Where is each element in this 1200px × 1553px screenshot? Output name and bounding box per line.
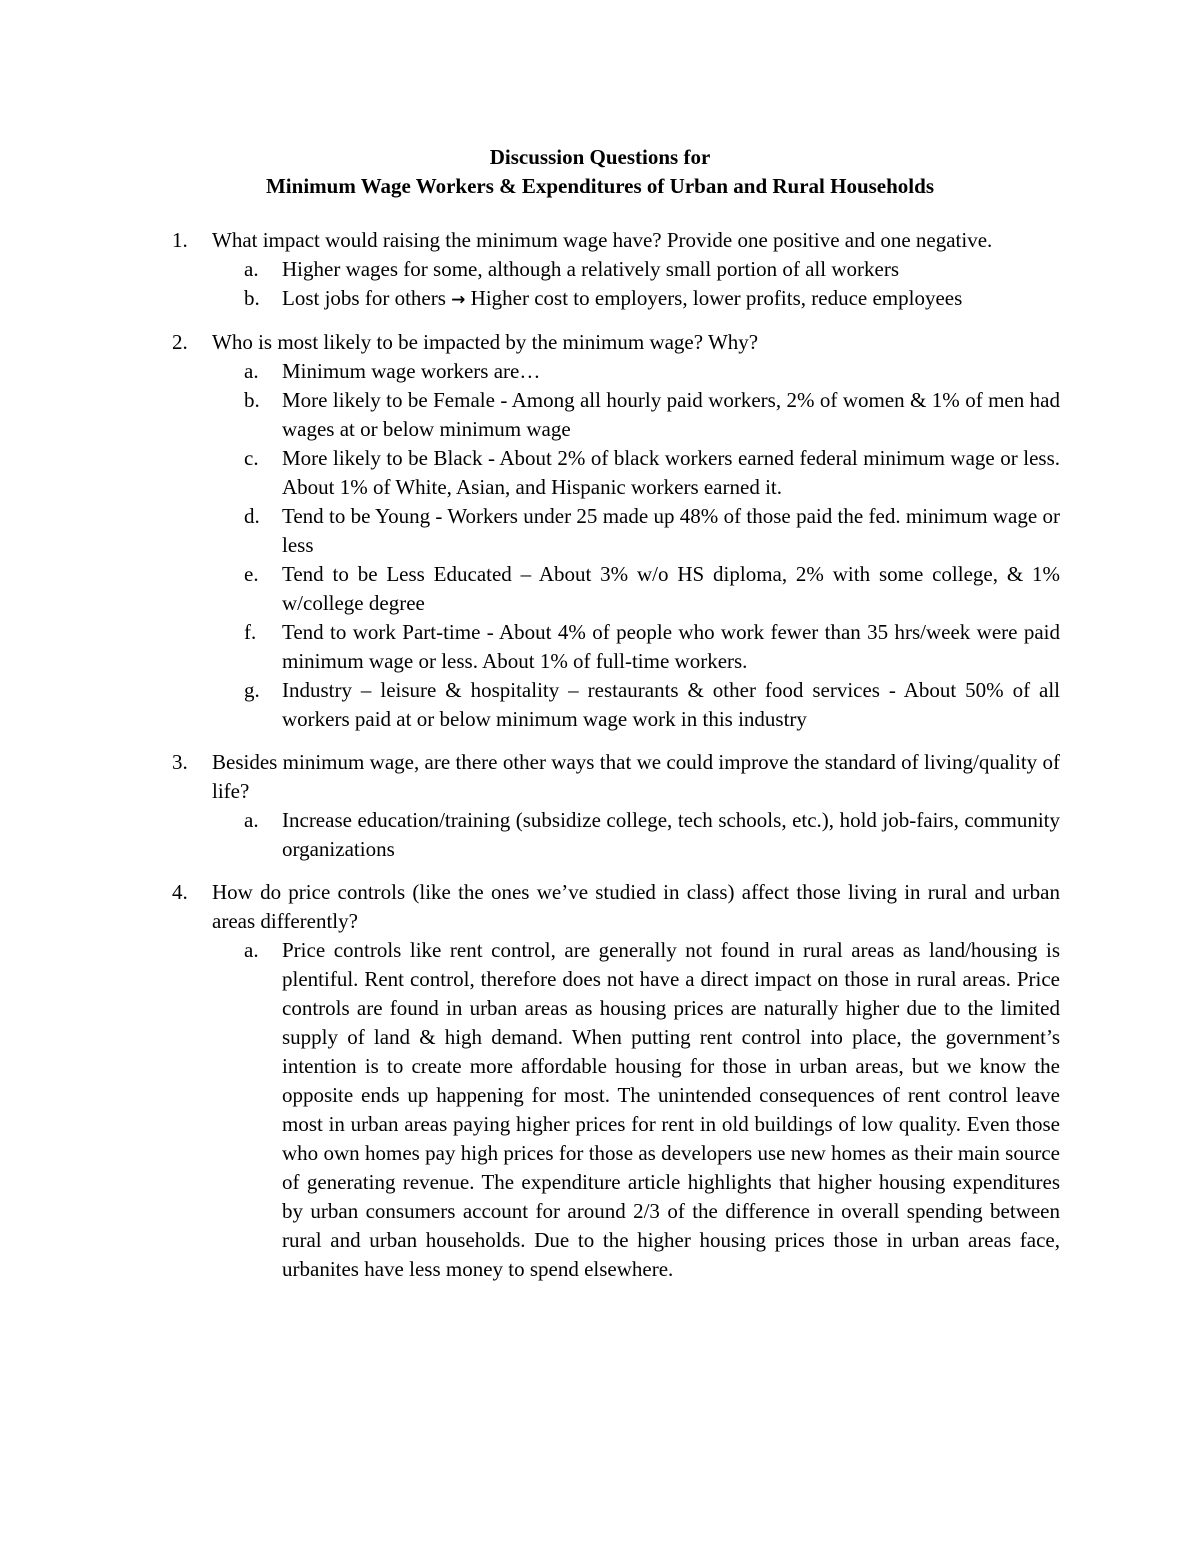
question-number: 2.	[172, 330, 188, 354]
answer-text: Lost jobs for others	[282, 286, 446, 310]
answer-item	[212, 676, 1060, 734]
answer-item	[212, 806, 1060, 864]
answer-letter: a.	[244, 257, 259, 281]
question-text: Besides minimum wage, are there other ways that we could improve the standard of living/quality of life?	[212, 750, 1060, 803]
answer-letter: g.	[244, 678, 260, 702]
answer-letter: a.	[244, 359, 259, 383]
answer-item	[212, 357, 1060, 386]
question-number: 1.	[172, 228, 188, 252]
answer-item	[212, 618, 1060, 676]
answer-list	[212, 936, 1060, 1284]
question-text: How do price controls (like the ones we’ve studied in class) affect those living in rural and urban areas differently?	[212, 880, 1060, 933]
question-2	[170, 328, 1060, 734]
answer-letter: c.	[244, 446, 259, 470]
question-text: What impact would raising the minimum wage have? Provide one positive and one negative.	[212, 228, 993, 252]
answer-text: Tend to be Young - Workers under 25 made up 48% of those paid the fed. minimum wage or less	[282, 504, 1060, 557]
document-subtitle: Minimum Wage Workers & Expenditures of Urban and Rural Households	[265, 174, 934, 198]
question-1	[170, 226, 1060, 315]
answer-text: Increase education/training (subsidize college, tech schools, etc.), hold job-fairs, community organizations	[282, 808, 1060, 861]
answer-text: More likely to be Black - About 2% of black workers earned federal minimum wage or less. About 1% of White, Asian, and Hispanic workers earned it.	[282, 446, 1060, 499]
answer-letter: b.	[244, 286, 260, 310]
answer-text: Price controls like rent control, are generally not found in rural areas as land/housing is plentiful. Rent control, therefore does not have a direct impact on those in rural areas. Price controls are found in urban areas as housing prices are naturally higher due to the limited supply of land & high demand. When putting rent control into place, the government’s intention is to create more affordable housing for those in urban areas, but we know the opposite ends up happening for most. The unintended consequences of rent control leave most in urban areas paying higher prices for rent in old buildings of low quality. Even those who own homes pay high prices for those as developers use new homes as their main source of generating revenue. The expenditure article highlights that higher housing expenditures by urban consumers account for around 2/3 of the difference in overall spending between rural and urban households. Due to the higher housing prices those in urban areas face, urbanites have less money to spend elsewhere.	[282, 938, 1060, 1281]
answer-item	[212, 386, 1060, 444]
answer-text: More likely to be Female - Among all hourly paid workers, 2% of women & 1% of men had wages at or below minimum wage	[282, 388, 1060, 441]
question-number: 4.	[172, 880, 188, 904]
question-number: 3.	[172, 750, 188, 774]
answer-item	[212, 284, 1060, 315]
answer-letter: a.	[244, 808, 259, 832]
answer-item	[212, 444, 1060, 502]
right-arrow-icon: →	[451, 290, 466, 310]
answer-letter: f.	[244, 620, 257, 644]
answer-letter: b.	[244, 388, 260, 412]
question-3	[170, 748, 1060, 864]
answer-text: Tend to work Part-time - About 4% of people who work fewer than 35 hrs/week were paid minimum wage or less. About 1% of full-time workers.	[282, 620, 1060, 673]
question-list	[170, 226, 1060, 1284]
answer-text: Higher wages for some, although a relatively small portion of all workers	[282, 257, 899, 281]
answer-text: Tend to be Less Educated – About 3% w/o HS diploma, 2% with some college, & 1% w/college degree	[282, 562, 1060, 615]
answer-list	[212, 806, 1060, 864]
question-4	[170, 878, 1060, 1284]
answer-letter: a.	[244, 938, 259, 962]
answer-text: Industry – leisure & hospitality – restaurants & other food services - About 50% of all workers paid at or below minimum wage work in this industry	[282, 678, 1060, 731]
answer-text: Minimum wage workers are…	[282, 359, 541, 383]
answer-text: Higher cost to employers, lower profits, reduce employees	[470, 286, 963, 310]
answer-item	[212, 255, 1060, 284]
question-text: Who is most likely to be impacted by the minimum wage? Why?	[212, 330, 759, 354]
answer-letter: d.	[244, 504, 260, 528]
answer-item	[212, 936, 1060, 1284]
answer-list	[212, 255, 1060, 315]
answer-item	[212, 502, 1060, 560]
answer-letter: e.	[244, 562, 259, 586]
answer-list	[212, 357, 1060, 734]
document-title: Discussion Questions for	[489, 145, 711, 169]
answer-item	[212, 560, 1060, 618]
